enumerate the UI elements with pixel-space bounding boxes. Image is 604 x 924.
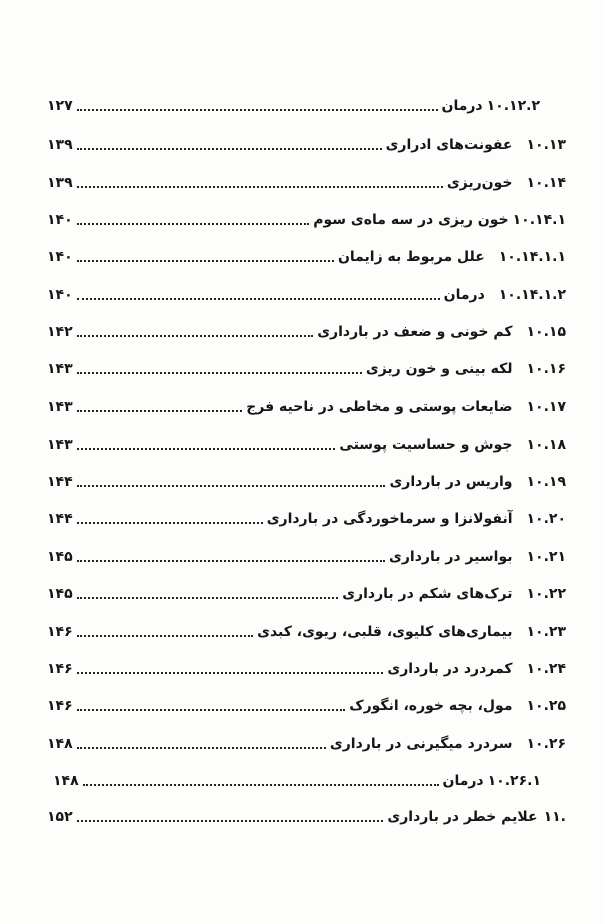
entry-title: مول، بچه خوره، انگورک <box>349 698 513 714</box>
dot-leader <box>77 223 310 225</box>
entry-title: کمردرد در بارداری <box>387 661 513 677</box>
toc-entry <box>47 90 540 116</box>
entry-page: ۱۴۵ <box>47 586 73 602</box>
entry-page: ۱۴۶ <box>47 698 73 714</box>
entry-number: ۱۰.۱۴ <box>526 175 566 191</box>
dot-leader <box>77 597 339 599</box>
entry-number: ۱۰.۲۴ <box>526 661 566 677</box>
dot-leader <box>77 448 336 450</box>
entry-title: سردرد میگیرنی در بارداری <box>329 736 513 752</box>
entry-number: ۱۰.۱۳ <box>526 137 566 153</box>
entry-number: ۱۰.۲۶.۱ <box>487 773 541 789</box>
entry-number: ۱۰.۲۰ <box>526 511 566 527</box>
entry-page: ۱۴۲ <box>47 324 73 340</box>
entry-title: واریس در بارداری <box>389 474 513 490</box>
dot-leader <box>77 672 384 674</box>
entry-title: علل مربوط به زایمان <box>337 249 485 265</box>
entry-number: ۱۰.۲۵ <box>526 698 566 714</box>
entry-title: کم خونی و ضعف در بارداری <box>317 324 513 340</box>
entry-number: ۱۰.۲۳ <box>526 624 566 640</box>
entry-title: ضایعات پوستی و مخاطی در ناحیه فرج <box>246 399 513 415</box>
entry-number: ۱۱. <box>543 809 566 825</box>
toc-entry <box>47 466 566 492</box>
toc-entry <box>47 541 566 567</box>
entry-title: خون ریزی در سه ماه‌ی سوم <box>313 212 509 228</box>
toc-entry <box>47 391 566 417</box>
entry-number: ۱۰.۱۶ <box>526 361 566 377</box>
entry-title: درمان <box>442 773 484 789</box>
entry-number: ۱۰.۱۷ <box>526 399 566 415</box>
dot-leader <box>77 635 253 637</box>
dot-leader <box>77 560 385 562</box>
entry-page: ۱۴۴ <box>47 511 73 527</box>
dot-leader <box>77 298 440 300</box>
entry-page: ۱۲۷ <box>47 98 73 114</box>
entry-page: ۱۴۳ <box>47 437 73 453</box>
dot-leader <box>77 109 438 111</box>
entry-number: ۱۰.۱۲.۲ <box>486 98 540 114</box>
entry-title: لکه بینی و خون ریزی <box>365 361 513 377</box>
entry-title: علایم خطر در بارداری <box>387 809 538 825</box>
entry-page: ۱۴۵ <box>47 549 73 565</box>
entry-number: ۱۰.۲۲ <box>526 586 566 602</box>
entry-page: ۱۳۹ <box>47 137 73 153</box>
dot-leader <box>77 820 384 822</box>
toc-entry <box>47 578 566 604</box>
dot-leader <box>83 784 439 786</box>
toc-entry <box>47 241 566 267</box>
entry-title: عفونت‌های ادراری <box>385 137 513 153</box>
entry-title: بیماری‌های کلیوی، قلبی، ریوی، کبدی <box>257 624 513 640</box>
dot-leader <box>77 410 243 412</box>
dot-leader <box>77 485 386 487</box>
entry-number: ۱۰.۱۸ <box>526 437 566 453</box>
entry-number: ۱۰.۱۴.۱ <box>512 212 566 228</box>
toc-entry <box>47 316 566 342</box>
entry-page: ۱۴۶ <box>47 624 73 640</box>
toc-entry <box>53 765 541 791</box>
entry-number: ۱۰.۱۵ <box>526 324 566 340</box>
toc-entry <box>47 279 566 305</box>
entry-page: ۱۵۲ <box>47 809 73 825</box>
toc-entry <box>47 429 566 455</box>
entry-title: آنفولانزا و سرماخوردگی در بارداری <box>266 511 513 527</box>
entry-page: ۱۴۰ <box>47 249 73 265</box>
entry-page: ۱۴۳ <box>47 399 73 415</box>
toc-entry <box>47 801 566 827</box>
dot-leader <box>77 335 314 337</box>
entry-page: ۱۴۴ <box>47 474 73 490</box>
dot-leader <box>77 747 326 749</box>
entry-title: ترک‌های شکم در بارداری <box>342 586 513 602</box>
toc-entry <box>47 690 566 716</box>
dot-leader <box>77 522 263 524</box>
toc-entry <box>47 167 566 193</box>
dot-leader <box>77 148 382 150</box>
dot-leader <box>77 260 334 262</box>
entry-page: ۱۴۶ <box>47 661 73 677</box>
toc-entry <box>47 616 566 642</box>
toc-entry <box>47 653 566 679</box>
entry-number: ۱۰.۲۶ <box>526 736 566 752</box>
entry-title: جوش و حساسیت پوستی <box>339 437 513 453</box>
entry-page: ۱۴۳ <box>47 361 73 377</box>
dot-leader <box>77 186 443 188</box>
entry-page: ۱۴۰ <box>47 212 73 228</box>
toc-entry <box>47 204 566 230</box>
entry-page: ۱۴۸ <box>53 773 79 789</box>
dot-leader <box>77 372 362 374</box>
entry-number: ۱۰.۱۹ <box>526 474 566 490</box>
toc-entry <box>47 503 566 529</box>
entry-page: ۱۳۹ <box>47 175 73 191</box>
toc-entry <box>47 129 566 155</box>
entry-number: ۱۰.۱۴.۱.۱ <box>498 249 566 265</box>
entry-page: ۱۴۰ <box>47 287 73 303</box>
entry-page: ۱۴۸ <box>47 736 73 752</box>
entry-number: ۱۰.۱۴.۱.۲ <box>498 287 566 303</box>
toc-entry <box>47 353 566 379</box>
entry-title: بواسیر در بارداری <box>389 549 513 565</box>
dot-leader <box>77 709 346 711</box>
entry-number: ۱۰.۲۱ <box>526 549 566 565</box>
entry-title: درمان <box>441 98 483 114</box>
entry-title: درمان <box>443 287 485 303</box>
toc-entry <box>47 728 566 754</box>
entry-title: خون‌ریزی <box>446 175 513 191</box>
